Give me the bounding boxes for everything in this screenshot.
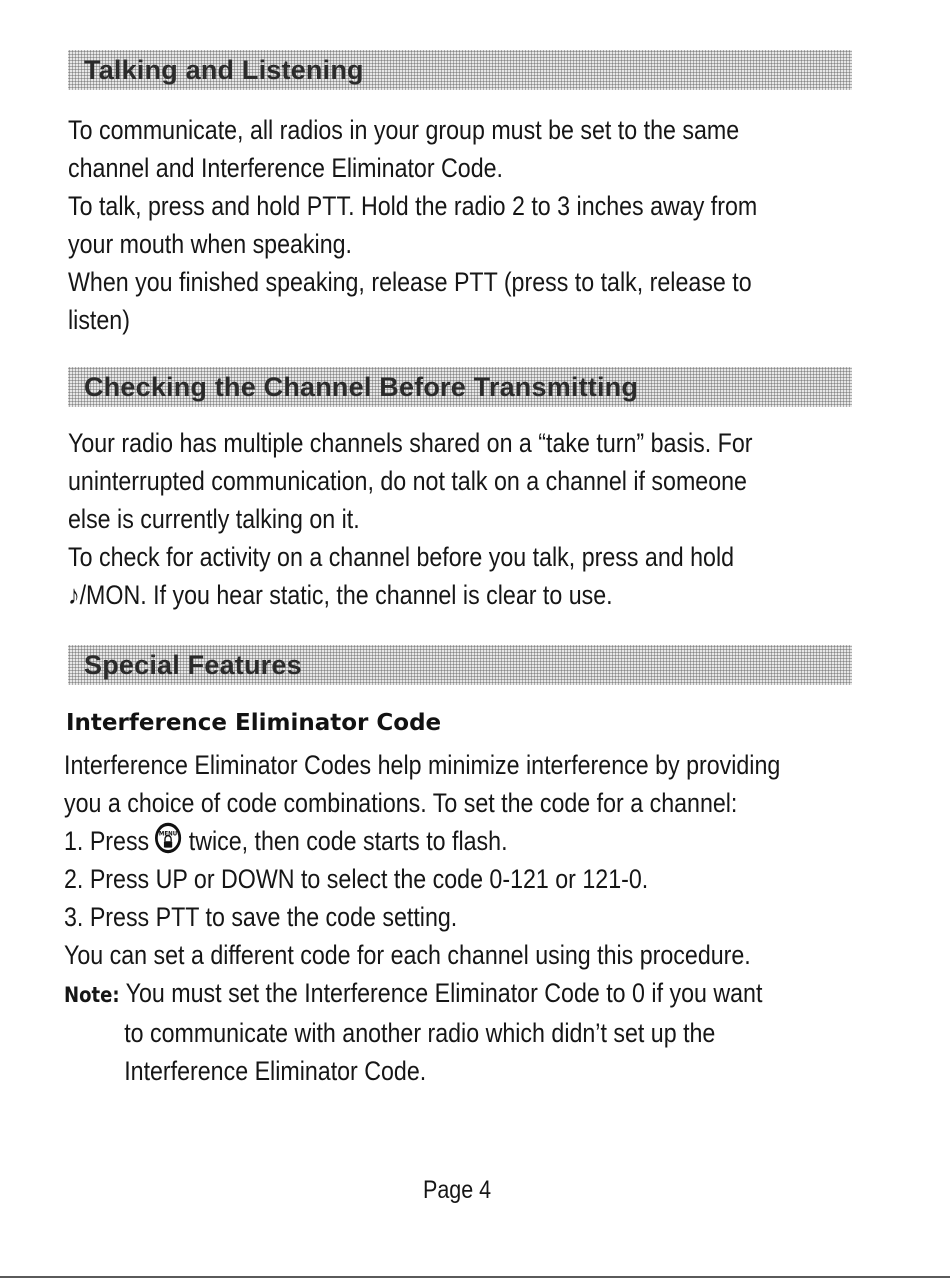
section-title: Checking the Channel Before Transmitting (84, 372, 639, 402)
step-3: 3. Press PTT to save the code setting. (64, 902, 458, 932)
text-line: your mouth when speaking. (68, 229, 352, 259)
text-line: To check for activity on a channel before you talk, press and hold (68, 542, 735, 572)
step-1-prefix: 1. Press (64, 826, 150, 856)
note-text: to communicate with another radio which didn’t set up the (124, 1018, 716, 1048)
text-line: listen) (68, 305, 130, 335)
text-line: else is currently talking on it. (68, 504, 360, 534)
menu-lock-button-icon (154, 822, 182, 854)
section-header-special-features (68, 645, 852, 685)
text-line: uninterrupted communication, do not talk on a channel if someone (68, 466, 747, 496)
section-title: Special Features (84, 650, 302, 680)
text-line: To talk, press and hold PTT. Hold the radio 2 to 3 inches away from (68, 191, 758, 221)
text-line: Interference Eliminator Codes help minimize interference by providing (64, 750, 781, 780)
checking-paragraph (68, 424, 756, 614)
section-header-talking-and-listening (68, 50, 852, 90)
step-2: 2. Press UP or DOWN to select the code 0-121 or 121-0. (64, 864, 649, 894)
menu-icon-label: MENU (158, 830, 178, 838)
text-line: you a choice of code combinations. To set the code for a channel: (64, 788, 738, 818)
note-label: Note: (64, 983, 120, 1007)
note-text: Interference Eliminator Code. (124, 1056, 427, 1086)
talking-paragraph (68, 111, 756, 339)
step-1 (64, 822, 752, 860)
text-line: Your radio has multiple channels shared on a “take turn” basis. For (68, 428, 753, 458)
text-line: channel and Interference Eliminator Code. (68, 153, 503, 183)
section-title: Talking and Listening (84, 55, 364, 85)
closing-text: You can set a different code for each channel using this procedure. (64, 940, 751, 970)
note-line (64, 974, 763, 1014)
text-line: ♪/MON. If you hear static, the channel is clear to use. (68, 580, 613, 610)
text-line: When you finished speaking, release PTT (press to talk, release to (68, 267, 752, 297)
text-line: To communicate, all radios in your group must be set to the same (68, 115, 740, 145)
special-features-paragraph (64, 746, 781, 1090)
note-text: You must set the Interference Eliminator Code to 0 if you want (125, 978, 763, 1008)
bottom-divider (0, 1276, 950, 1278)
step-1-suffix: twice, then code starts to flash. (188, 826, 508, 856)
subheading-interference-eliminator-code: Interference Eliminator Code (66, 710, 442, 736)
section-header-checking-channel (68, 367, 852, 407)
page-number: Page 4 (423, 1176, 492, 1204)
